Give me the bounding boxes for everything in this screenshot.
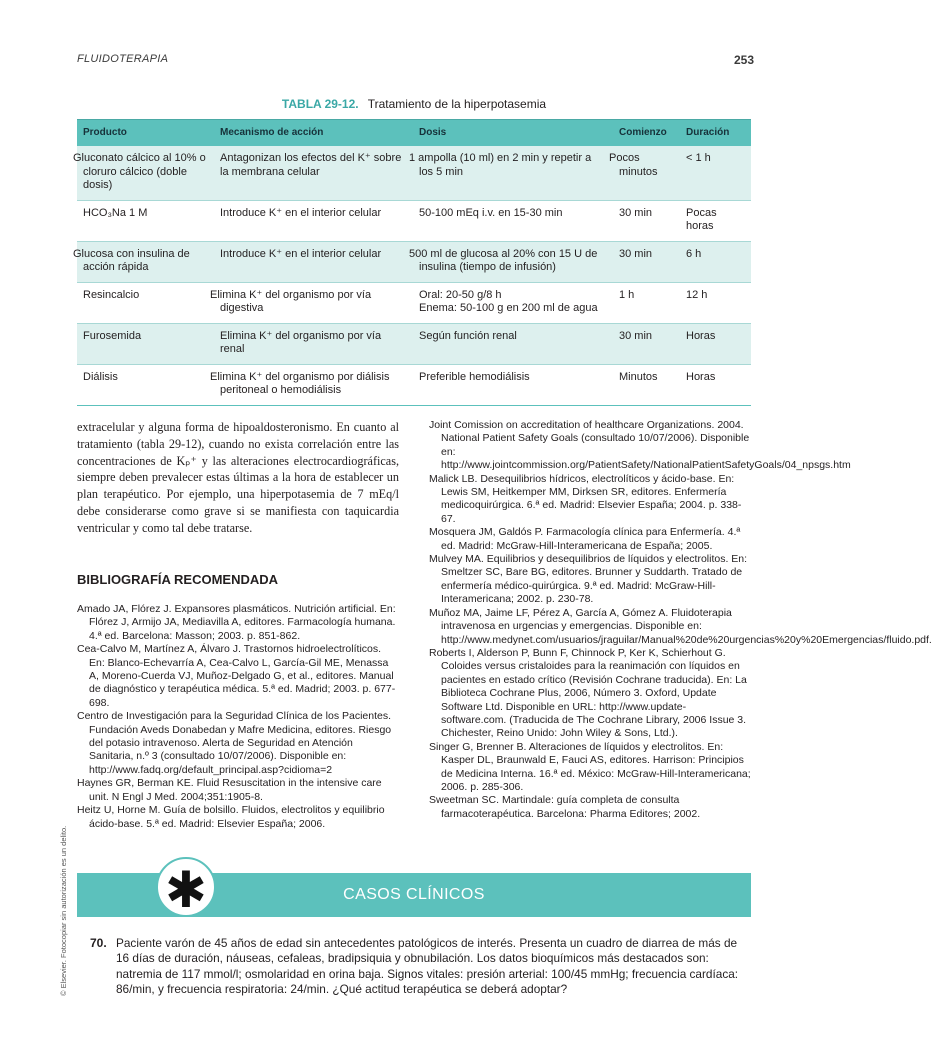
product-cell: Gluconato cálcico al 10% o cloruro cálcico (doble dosis) (77, 146, 214, 200)
table-label: TABLA 29-12. (281, 97, 359, 111)
reference-item: Cea-Calvo M, Martínez A, Álvaro J. Trastornos hidroelectrolíticos. En: Blanco-Echevarría A, Cea-Calvo L, García-Gil ME, Menassa A, Moreno-Cuerda VJ, Muñoz-Delgado G, et al., editores. Manual de diagnóstico y terapéutica médica. 5.ª ed. Madrid; 2003. p. 677-698. (77, 643, 396, 709)
onset-cell: 1 h (613, 282, 680, 323)
page-number: 253 (733, 53, 754, 67)
duration-cell: Pocas horas (680, 200, 751, 241)
reference-item: Malick LB. Desequilibrios hídricos, electrolíticos y ácido-base. En: Lewis SM, Heitkemper MM, Dirksen SR, editores. Enfermería medicoquirúrgica. 6.ª ed. Madrid: Elsevier España; 2004. p. 338-67. (429, 472, 742, 525)
mechanism-cell: Elimina K⁺ del organismo por vía renal (214, 323, 413, 364)
hyperkalemia-table (73, 119, 751, 406)
reference-item: Sweetman SC. Martindale: guía completa de consulta farmacoterapéutica. Barcelona: Pharma Editores; 2002. (429, 794, 701, 820)
column-header: Duración (680, 120, 751, 147)
body-paragraph: extracelular y alguna forma de hipoaldosteronismo. En cuanto al tratamiento (tabla 29-12), cuando no exista correlación entre las concentraciones de Kₚ⁺ y las alteraciones electrocardiográficas, siempre deben prevalecer estas últimas a la hora de establecer un plan terapéutico. Por ejemplo, una hiperpotasemia de 7 mEq/l debe considerarse como grave si se manifiesta con taquicardia ventricular y como tal debe tratarse. (77, 420, 399, 535)
table-row (77, 364, 751, 405)
dose-cell: 500 ml de glucosa al 20% con 15 U de insulina (tiempo de infusión) (413, 241, 613, 282)
duration-cell: < 1 h (680, 146, 751, 200)
onset-cell: 30 min (613, 241, 680, 282)
dose-enema: Enema: 50-100 g en 200 ml de agua (419, 302, 598, 314)
duration-cell: Horas (680, 323, 751, 364)
mechanism-cell: Introduce K⁺ en el interior celular (214, 200, 413, 241)
duration-cell: 6 h (680, 241, 751, 282)
reference-item: Mosquera JM, Galdós P. Farmacología clínica para Enfermería. 4.ª ed. Madrid: McGraw-Hill-Interamericana de España; 2005. (429, 526, 741, 552)
case-text: Paciente varón de 45 años de edad sin antecedentes patológicos de interés. Presenta un cuadro de diarrea de más de 16 días de duración, náuseas, cefaleas, bradipsiquia y obnubilación. Los datos bioquímicos más destacados son: natremia de 117 mmol/l; osmolaridad en orina baja. Signos vitales: presión arterial: 100/45 mmHg; frecuencia cardíaca: 86/min, y frecuencia respiratoria: 24/min. ¿Qué actitud terapéutica se deberá adoptar? (116, 936, 739, 997)
duration-cell: Horas (680, 364, 751, 405)
dose-cell: 1 ampolla (10 ml) en 2 min y repetir a los 5 min (413, 146, 613, 200)
table-row (77, 146, 751, 200)
table-row (77, 241, 751, 282)
reference-item: Mulvey MA. Equilibrios y desequilibrios de líquidos y electrolitos. En: Smeltzer SC, Bare BG, editores. Brunner y Suddarth. Tratado de enfermería médico-quirúrgica. 9.ª ed. Madrid: McGraw-Hill-Interamericana; 2002. p. 230-78. (429, 553, 748, 606)
dose-cell: 50-100 mEq i.v. en 15-30 min (413, 200, 613, 241)
case-number: 70. (90, 936, 107, 950)
dose-oral: Oral: 20-50 g/8 h (419, 288, 502, 301)
table-header-row (77, 120, 751, 147)
reference-item: Muñoz MA, Jaime LF, Pérez A, García A, Gómez A. Fluidoterapia intravenosa en urgencias y emergencias. Disponible en: http://www.medynet.com/usuarios/jraguilar/Manual%20de%20urgencias%20y%20Emergencias/fluido.pdf. (429, 606, 932, 646)
bibliography-left-column (77, 603, 399, 831)
column-header: Mecanismo de acción (214, 120, 413, 147)
reference-item: Amado JA, Flórez J. Expansores plasmáticos. Nutrición artificial. En: Flórez J, Armijo JA, Mediavilla A, editores. Farmacología humana. 4.ª ed. Barcelona: Masson; 2003. p. 851-862. (77, 603, 396, 642)
onset-cell: 30 min (613, 323, 680, 364)
dose-cell: Según función renal (413, 323, 613, 364)
duration-cell: 12 h (680, 282, 751, 323)
onset-cell: Minutos (613, 364, 680, 405)
copyright-note: © Elsevier. Fotocopiar sin autorización es un delito. (59, 825, 68, 996)
table-row (77, 323, 751, 364)
column-header: Dosis (413, 120, 613, 147)
reference-item: Centro de Investigación para la Seguridad Clínica de los Pacientes. Fundación Aveds Donabedan y Mafre Medicina, editores. Riesgo del potasio intravenoso. Alerta de Seguridad en Atención Sanitaria, n.º 3 (consultado 10/07/2006). Disponible en: http://www.fadq.org/default_principal.asp?cidioma=2 (77, 710, 392, 776)
reference-item: Haynes GR, Berman KE. Fluid Resuscitation in the intensive care unit. N Engl J Med. 2004;351:1905-8. (77, 777, 382, 803)
mechanism-cell: Antagonizan los efectos del K⁺ sobre la membrana celular (214, 146, 413, 200)
mechanism-cell: Introduce K⁺ en el interior celular (214, 241, 413, 282)
table-row (77, 200, 751, 241)
table-caption (77, 97, 751, 111)
bibliography-right-column (429, 419, 932, 821)
product-cell: Diálisis (77, 364, 214, 405)
cases-title: CASOS CLÍNICOS (343, 886, 485, 903)
onset-cell: Pocos minutos (613, 146, 680, 200)
product-cell: HCO₃Na 1 M (77, 200, 214, 241)
dose-cell (413, 282, 613, 323)
product-cell: Furosemida (77, 323, 214, 364)
running-title: FLUIDOTERAPIA (77, 53, 169, 65)
reference-item: Heitz U, Horne M. Guía de bolsillo. Fluidos, electrolitos y equilibrio ácido-base. 5.ª ed. Madrid: Elsevier España; 2006. (77, 804, 385, 830)
column-header: Comienzo (613, 120, 680, 147)
product-cell: Resincalcio (77, 282, 214, 323)
product-cell: Glucosa con insulina de acción rápida (77, 241, 214, 282)
table-title: Tratamiento de la hiperpotasemia (367, 97, 547, 111)
reference-item: Joint Comission on accreditation of healthcare Organizations. 2004. National Patient Safety Goals (consultado 10/07/2006). Disponible en: http://www.jointcommission.org/PatientSafety/NationalPatientSafetyGoals/04_npsgs.htm (429, 419, 851, 472)
mechanism-cell: Elimina K⁺ del organismo por vía digestiva (214, 282, 413, 323)
asterisk-icon: ✱ (156, 857, 216, 917)
reference-item: Roberts I, Alderson P, Bunn F, Chinnock P, Ker K, Schierhout G. Coloides versus cristaloides para la reanimación con líquidos en pacientes en estado crítico (Revisión Cochrane traducida). En: La Biblioteca Cochrane Plus, 2006, Número 3. Oxford, Update Software Ltd. Disponible en URL: http://www.update-software.com. (Traducida de The Cochrane Library, 2006 Issue 3. Chichester, Reino Unido: John Wiley & Sons, Ltd.). (429, 646, 747, 740)
mechanism-cell: Elimina K⁺ del organismo por diálisis peritoneal o hemodiálisis (214, 364, 413, 405)
dose-cell: Preferible hemodiálisis (413, 364, 613, 405)
column-header: Producto (77, 120, 214, 147)
bibliography-title: BIBLIOGRAFÍA RECOMENDADA (77, 572, 279, 587)
reference-item: Singer G, Brenner B. Alteraciones de líquidos y electrolitos. En: Kasper DL, Braunwald E, Fauci AS, editores. Harrison: Principios de Medicina Interna. 16.ª ed. México: McGraw-Hill-Interamericana; 2006. p. 285-306. (429, 740, 751, 793)
onset-cell: 30 min (613, 200, 680, 241)
table-row (77, 282, 751, 323)
